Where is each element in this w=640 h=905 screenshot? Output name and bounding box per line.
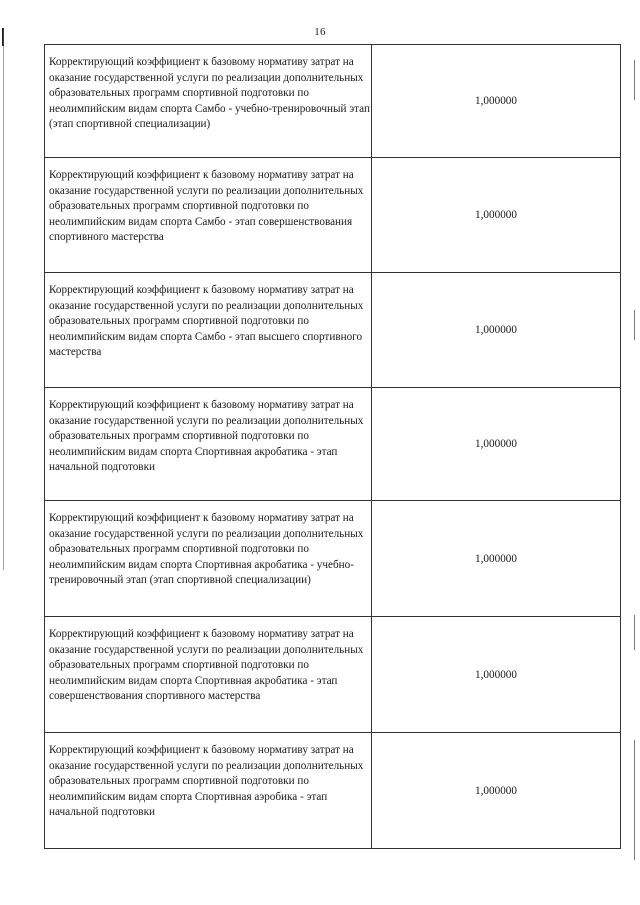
row-description: Корректирующий коэффициент к базовому нормативу затрат на оказание государственной услуги по реализации дополнительных образовательных программ спортивной подготовки по неолимпийским видам спорта Самбо - учебно-тренировочный этап (этап спортивной специализации) [45,45,372,158]
row-value: 1,000000 [372,501,621,617]
row-value: 1,000000 [372,273,621,388]
scan-edge-mark-right [634,740,635,860]
table-row [45,388,621,501]
table-row [45,158,621,273]
row-description: Корректирующий коэффициент к базовому нормативу затрат на оказание государственной услуги по реализации дополнительных образовательных программ спортивной подготовки по неолимпийским видам спорта Спортивная аэробика - этап начальной подготовки [45,733,372,849]
table-row [45,733,621,849]
row-value: 1,000000 [372,45,621,158]
table-row [45,273,621,388]
page-number: 16 [314,26,326,38]
scan-edge-mark-right [634,60,635,100]
coefficients-table [44,44,616,849]
scan-edge-mark-right [634,615,635,650]
row-description: Корректирующий коэффициент к базовому нормативу затрат на оказание государственной услуги по реализации дополнительных образовательных программ спортивной подготовки по неолимпийским видам спорта Спортивная акробатика - учебно-тренировочный этап (этап спортивной специализации) [45,501,372,617]
table-row [45,617,621,733]
row-description: Корректирующий коэффициент к базовому нормативу затрат на оказание государственной услуги по реализации дополнительных образовательных программ спортивной подготовки по неолимпийским видам спорта Самбо - этап высшего спортивного мастерства [45,273,372,388]
row-value: 1,000000 [372,158,621,273]
table-row [45,45,621,158]
row-value: 1,000000 [372,388,621,501]
row-description: Корректирующий коэффициент к базовому нормативу затрат на оказание государственной услуги по реализации дополнительных образовательных программ спортивной подготовки по неолимпийским видам спорта Спортивная акробатика - этап совершенствования спортивного мастерства [45,617,372,733]
row-description: Корректирующий коэффициент к базовому нормативу затрат на оказание государственной услуги по реализации дополнительных образовательных программ спортивной подготовки по неолимпийским видам спорта Спортивная акробатика - этап начальной подготовки [45,388,372,501]
scan-edge-mark-right [634,310,635,340]
row-description: Корректирующий коэффициент к базовому нормативу затрат на оказание государственной услуги по реализации дополнительных образовательных программ спортивной подготовки по неолимпийским видам спорта Самбо - этап совершенствования спортивного мастерства [45,158,372,273]
table-row [45,501,621,617]
row-value: 1,000000 [372,733,621,849]
scan-edge-line [3,30,4,570]
row-value: 1,000000 [372,617,621,733]
